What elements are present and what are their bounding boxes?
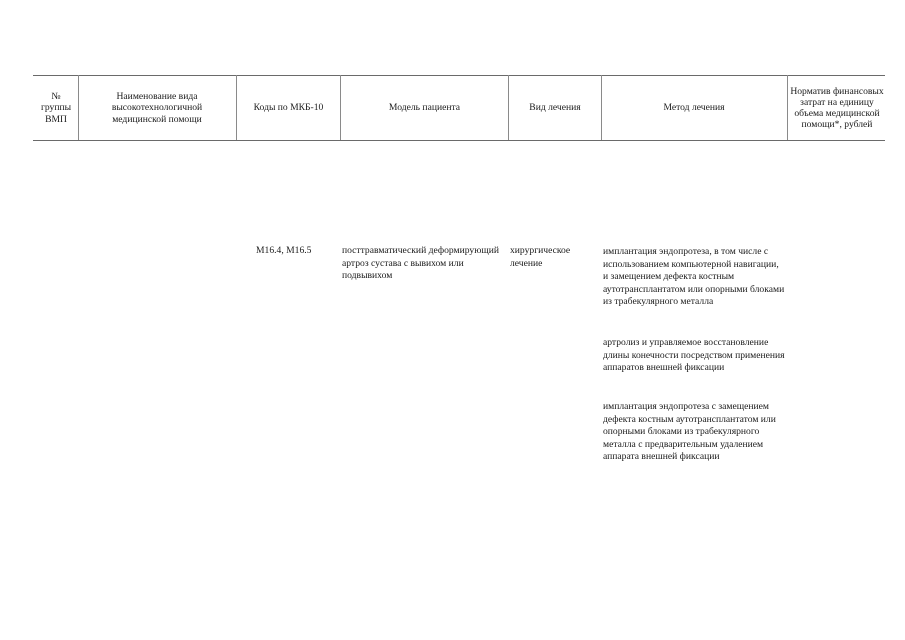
column-divider <box>601 75 602 140</box>
icd-codes-cell: M16.4, M16.5 <box>256 245 312 256</box>
column-divider <box>787 75 788 140</box>
header-treatment-type: Вид лечения <box>529 102 581 114</box>
header-treatment-method: Метод лечения <box>663 102 725 114</box>
method-item: имплантация эндопротеза, в том числе с использованием компьютерной навигации, и замещением дефекта костным аутотрансплантатом или опорными блоками из трабекулярного металла <box>603 246 785 308</box>
patient-model-cell: посттравматический деформирующий артроз сустава с вывихом или подвывихом <box>342 245 500 282</box>
column-divider <box>340 75 341 140</box>
header-bottom-border <box>33 140 885 141</box>
column-divider <box>508 75 509 140</box>
header-cost-standard: Норматив финансовых затрат на единицу объема медицинской помощи*, рублей <box>790 85 884 131</box>
header-patient-model: Модель пациента <box>388 102 461 114</box>
header-group-number: № группы ВМП <box>40 91 72 125</box>
method-item: артролиз и управляемое восстановление длины конечности посредством применения аппаратов внешней фиксации <box>603 337 785 374</box>
header-vmp-name: Наименование вида высокотехнологичной медицинской помощи <box>111 91 203 125</box>
treatment-type-cell: хирургическое лечение <box>510 245 571 269</box>
column-divider <box>236 75 237 140</box>
column-divider <box>78 75 79 140</box>
method-item: имплантация эндопротеза с замещением дефекта костным аутотрансплантатом или опорными блоками из трабекулярного металла с предварительным удалением аппарата внешней фиксации <box>603 401 776 463</box>
header-icd-codes: Коды по МКБ-10 <box>253 102 324 114</box>
